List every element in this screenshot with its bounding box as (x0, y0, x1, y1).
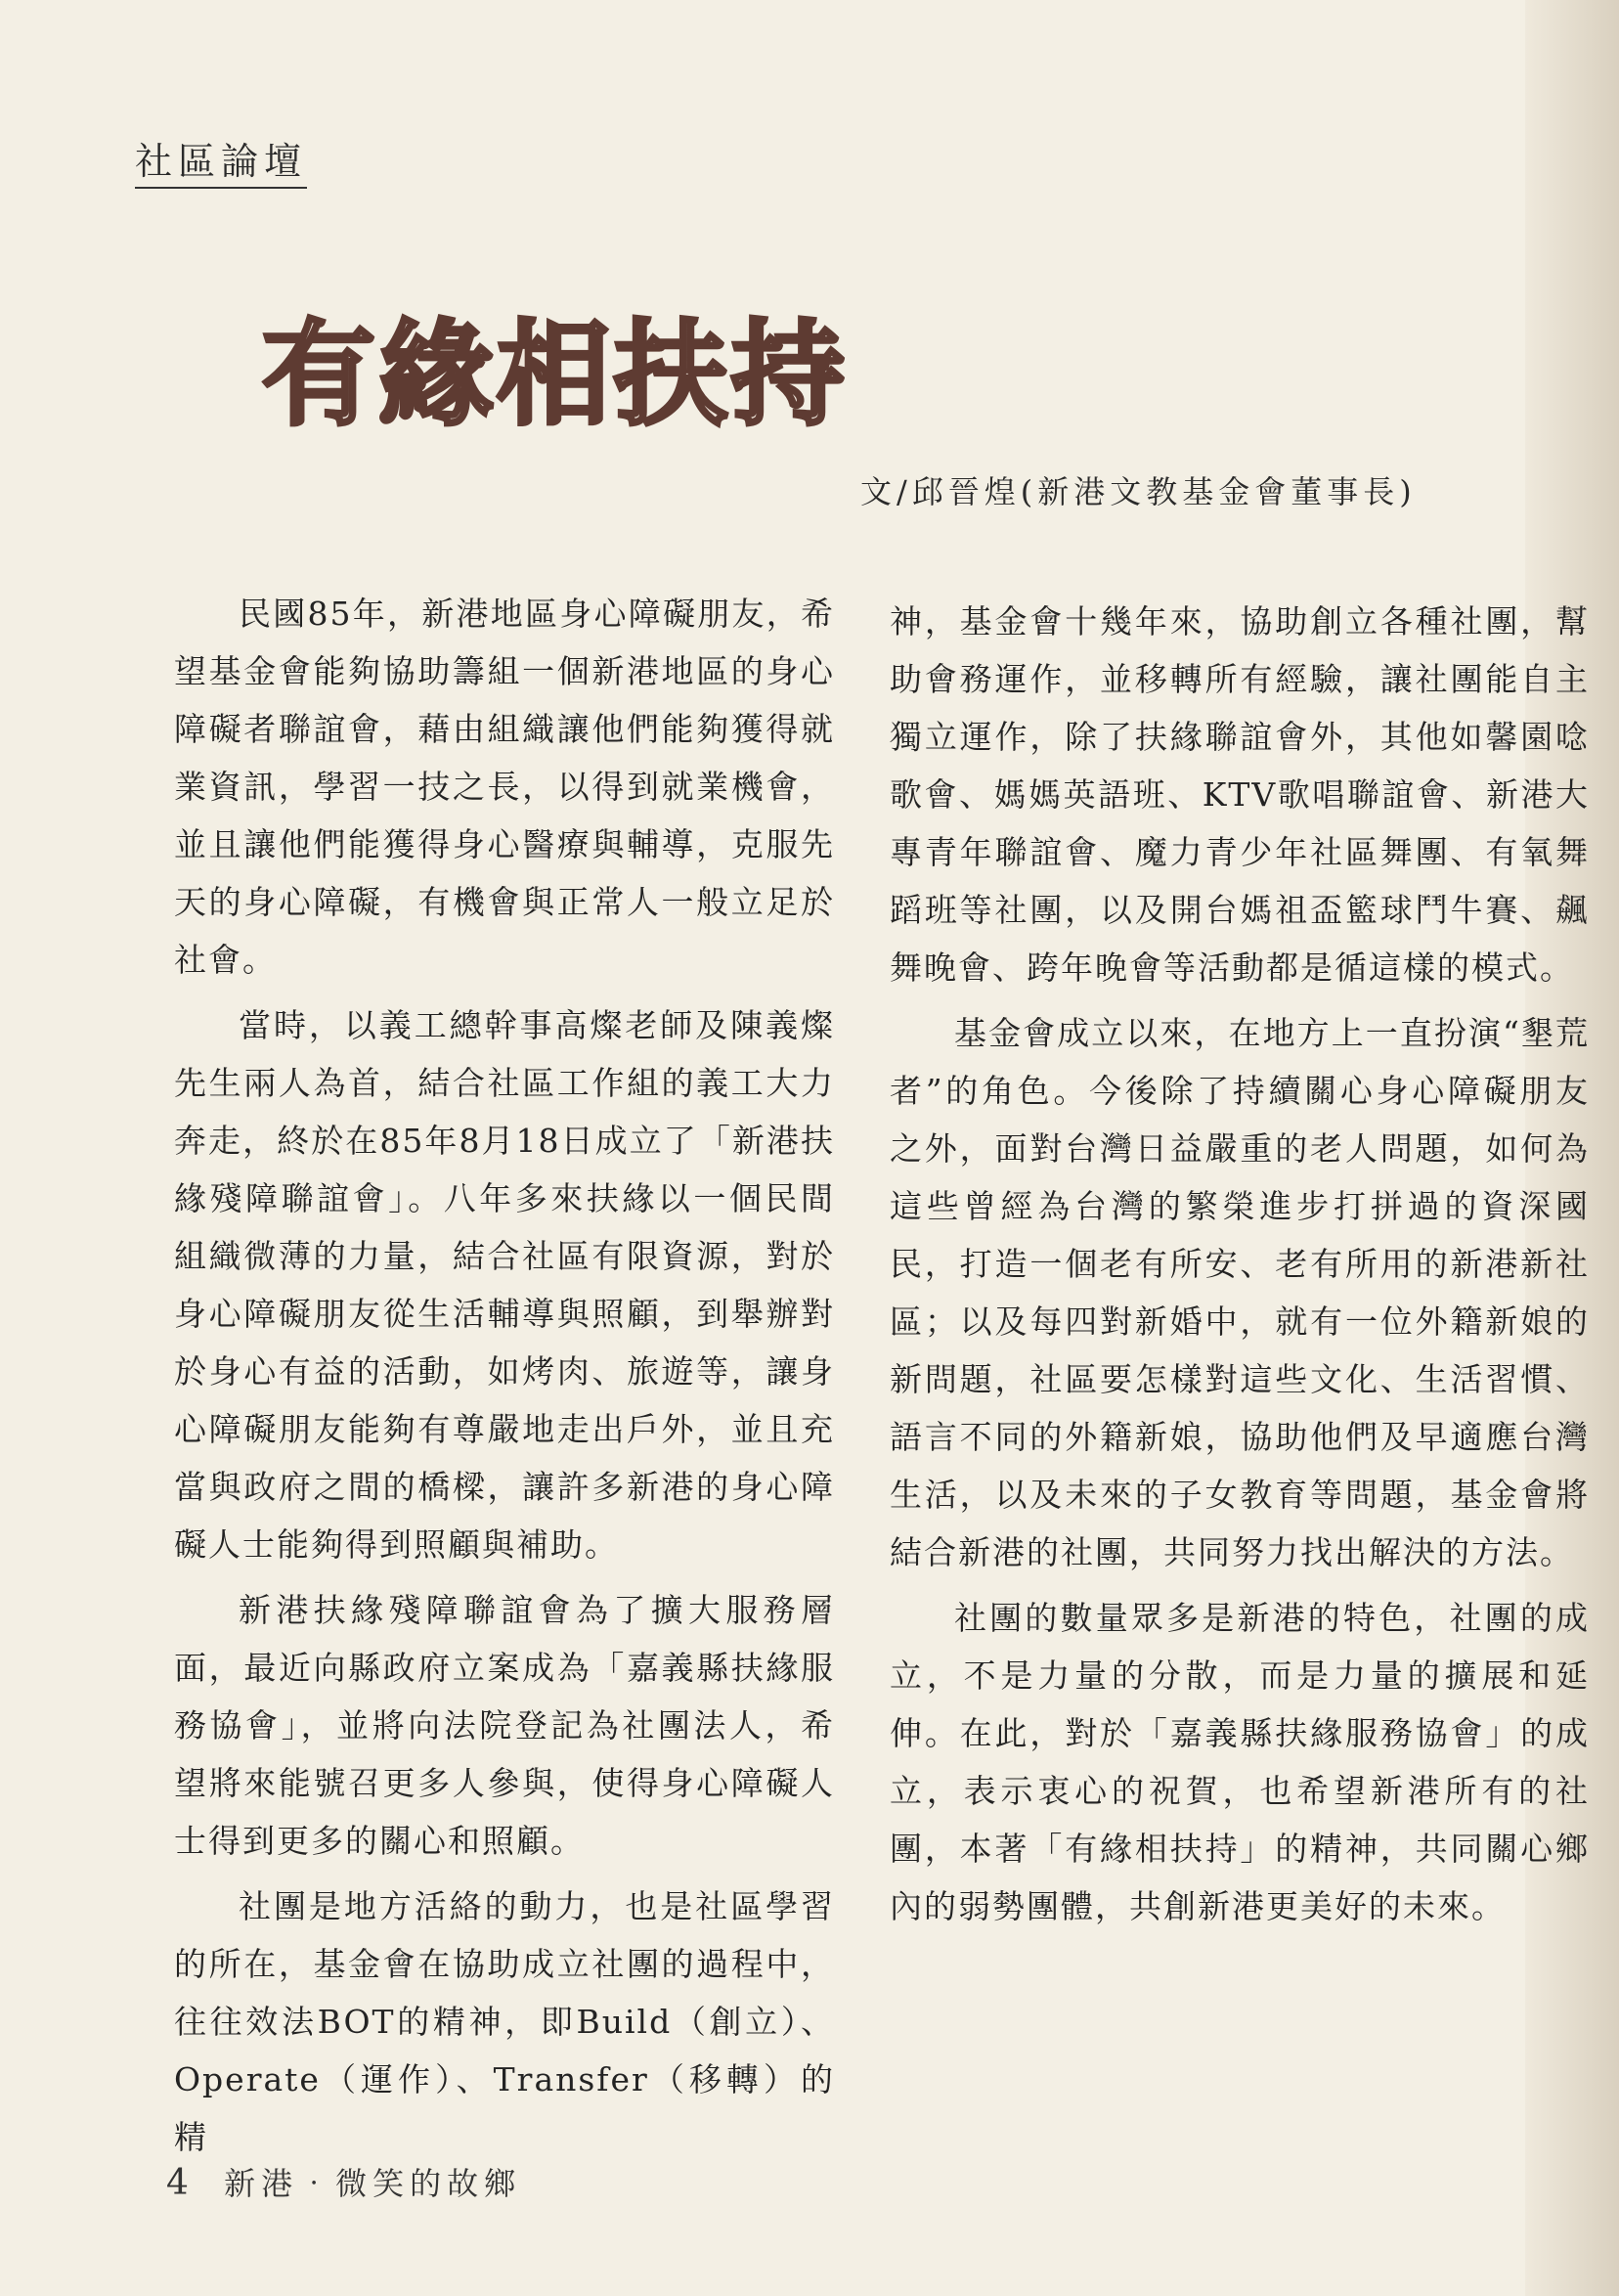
paragraph: 民國85年，新港地區身心障礙朋友，希望基金會能夠協助籌組一個新港地區的身心障礙者聯誼會，藉由組織讓他們能夠獲得就業資訊，學習一技之長，以得到就業機會，並且讓他們能獲得身心醫療與輔導，克服先天的身心障礙，有機會與正常人一般立足於社會。 (174, 595, 835, 979)
paragraph: 當時，以義工總幹事高燦老師及陳義燦先生兩人為首，結合社區工作組的義工大力奔走，終於在85年8月18日成立了「新港扶緣殘障聯誼會」。八年多來扶緣以一個民間組織微薄的力量，結合社區有限資源，對於身心障礙朋友從生活輔導與照顧，到舉辦對於身心有益的活動，如烤肉、旅遊等，讓身心障礙朋友能夠有尊嚴地走出戶外，並且充當與政府之間的橋樑，讓許多新港的身心障礙人士能夠得到照顧與補助。 (174, 1006, 835, 1564)
page-footer (166, 2159, 521, 2204)
paragraph-continuation: 神，基金會十幾年來，協助創立各種社團，幫助會務運作，並移轉所有經驗，讓社團能自主獨立運作，除了扶緣聯誼會外，其他如馨園唸歌會、媽媽英語班、KTV歌唱聯誼會、新港大專青年聯誼會、魔力青少年社區舞團、有氧舞蹈班等社團，以及開台媽祖盃籃球鬥牛賽、飆舞晚會、跨年晚會等活動都是循這樣的模式。 (890, 602, 1590, 987)
article-title: 有緣相扶持 (262, 309, 849, 441)
paragraph: 社團是地方活絡的動力，也是社區學習的所在，基金會在協助成立社團的過程中，往往效法BOT的精神，即Build（創立）、Operate（運作）、Transfer（移轉）的精 (174, 1887, 835, 2156)
section-label: 社區論壇 (135, 131, 307, 189)
paragraph: 基金會成立以來，在地方上一直扮演“墾荒者”的角色。今後除了持續關心身心障礙朋友之外，面對台灣日益嚴重的老人問題，如何為這些曾經為台灣的繁榮進步打拼過的資深國民，打造一個老有所安、老有所用的新港新社區；以及每四對新婚中，就有一位外籍新娘的新問題，社區要怎樣對這些文化、生活習慣、語言不同的外籍新娘，協助他們及早適應台灣生活，以及未來的子女教育等問題，基金會將結合新港的社團，共同努力找出解決的方法。 (890, 1014, 1590, 1571)
paragraph: 社團的數量眾多是新港的特色，社團的成立，不是力量的分散，而是力量的擴展和延伸。在此，對於「嘉義縣扶緣服務協會」的成立，表示衷心的祝賀，也希望新港所有的社團，本著「有緣相扶持」的精神，共同關心鄉內的弱勢團體，共創新港更美好的未來。 (890, 1599, 1590, 1925)
left-column (174, 585, 835, 2174)
right-column (890, 593, 1590, 1943)
author-byline: 文/邱晉煌(新港文教基金會董事長) (860, 473, 1417, 510)
magazine-name: 新港‧微笑的故鄉 (224, 2165, 522, 2202)
page-number: 4 (166, 2163, 189, 2203)
paragraph: 新港扶緣殘障聯誼會為了擴大服務層面，最近向縣政府立案成為「嘉義縣扶緣服務協會」，並將向法院登記為社團法人，希望將來能號召更多人參與，使得身心障礙人士得到更多的關心和照顧。 (174, 1591, 835, 1860)
